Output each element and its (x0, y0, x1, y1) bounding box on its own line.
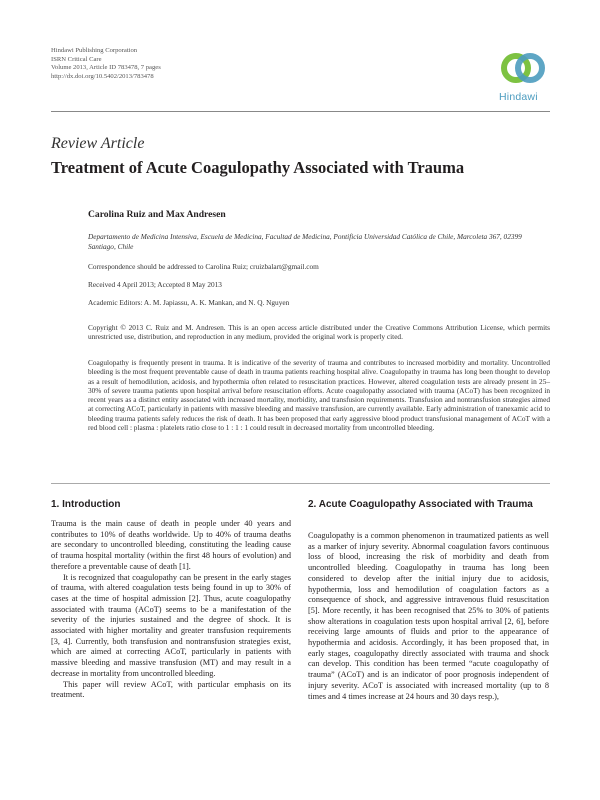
acot-paragraph: Coagulopathy is a common phenomenon in traumatized patients as well as a marker of injury severity. Abnormal coagulation favors continuous loss of blood, increasing the risk of morbidity and death from uncontrolled bleeding. Coagulopathy in trauma has long been considered to develop after the initial injury due to acidosis, hypothermia, loss and hemodilution of coagulation factors as a consequence of shock, and aggressive intravenous fluid resuscitation [5]. More recently, it has been recognised that 25% to 30% of patients show alterations in coagulation tests upon hospital arrival [2, 6], before receiving large amounts of fluids and prior to the appearance of hypothermia and acidosis. Accordingly, it has been proposed that, in early stages, coagulopathy directly associated with trauma and shock can develop. This condition has been termed “acute coagulopathy of trauma” (ACoT) and is an indicator of poor prognosis independent of injury severity. ACoT is associated with increased mortality (up to 8 times and 4 times increase at 24 hours and 30 days resp.), (308, 531, 549, 701)
abstract-divider (51, 483, 550, 484)
journal-name: ISRN Critical Care (51, 55, 102, 63)
introduction-body (51, 519, 291, 701)
academic-editors: Academic Editors: A. M. Japiassu, A. K. Mankan, and N. Q. Nguyen (88, 298, 290, 307)
article-title: Treatment of Acute Coagulopathy Associated with Trauma (51, 158, 465, 177)
journal-header (51, 47, 161, 81)
section-heading-acot: 2. Acute Coagulopathy Associated with Trauma (308, 499, 533, 510)
authors: Carolina Ruiz and Max Andresen (88, 209, 226, 220)
header-divider (51, 111, 550, 112)
acot-body (308, 531, 549, 702)
intro-paragraph: It is recognized that coagulopathy can be present in the early stages of trauma, with altered coagulation tests being found in up to 30% of cases at the time of hospital admission [2]. Thus, acute coagulopathy associated with trauma (ACoT) seems to be a manifestation of the severity of the injuries sustained and the degree of shock. It is associated with higher mortality and greater transfusion requirements [3, 4]. Currently, both transfusion and nontransfusion strategies exist, which are aimed at correcting ACoT, particularly in patients with massive bleeding and massive transfusion (MT) and may result in a decrease in mortality from uncontrolled bleeding. (51, 572, 291, 678)
publisher-name: Hindawi Publishing Corporation (51, 47, 138, 54)
article-type: Review Article (51, 135, 145, 152)
intro-paragraph: This paper will review ACoT, with particular emphasis on its treatment. (51, 679, 291, 700)
copyright-notice: Copyright © 2013 C. Ruiz and M. Andresen. This is an open access article distributed under the Creative Commons Attribution License, which permits unrestricted use, distribution, and reproduction in any medium, provided the original work is properly cited. (88, 323, 550, 342)
affiliation: Departamento de Medicina Intensiva, Escuela de Medicina, Facultad de Medicina, Pontificia Universidad Católica de Chile, Marcoleta 367, 02399 Santiago, Chile (88, 232, 522, 251)
logo-text: Hindawi (499, 91, 538, 103)
received-dates: Received 4 April 2013; Accepted 8 May 2013 (88, 280, 222, 289)
abstract: Coagulopathy is frequently present in trauma. It is indicative of the severity of trauma and contributes to increased morbidity and mortality. Uncontrolled bleeding is the most frequent preventable cause of death in trauma patients reaching hospital alive. Coagulopathy in trauma has long been thought to develop as a result of hemodilution, acidosis, and hypothermia often related to resuscitation practices. However, altered coagulation tests are already present in 25–30% of severe trauma patients upon hospital arrival before resuscitation efforts. Acute coagulopathy associated with trauma (ACoT) has been recognized in recent years as a distinct entity associated with increased mortality, morbidity, and transfusion requirements. Transfusion and nontransfusion strategies aimed at correcting ACoT, particularly in patients with massive bleeding and massive transfusion, are currently available. Early administration of tranexamic acid to bleeding trauma patients safely reduces the risk of death. It has been proposed that early aggressive blood product transfusional management of ACoT with a red blood cell : plasma : platelets ratio close to 1 : 1 : 1 could result in decreased mortality from uncontrolled bleeding. (88, 358, 550, 433)
correspondence: Correspondence should be addressed to Carolina Ruiz; cruizbalart@gmail.com (88, 262, 319, 271)
section-heading-introduction: 1. Introduction (51, 499, 121, 510)
doi-link[interactable]: http://dx.doi.org/10.5402/2013/783478 (51, 72, 154, 80)
volume-info: Volume 2013, Article ID 783478, 7 pages (51, 64, 161, 72)
intro-paragraph: Trauma is the main cause of death in people under 40 years and contributes to 10% of deaths worldwide. Up to 40% of trauma deaths are secondary to uncontrolled bleeding, constituting the leading cause of trauma hospital mortality (within the first 48 hours of evolution) and therefore a preventable cause of death [1]. (51, 519, 291, 571)
